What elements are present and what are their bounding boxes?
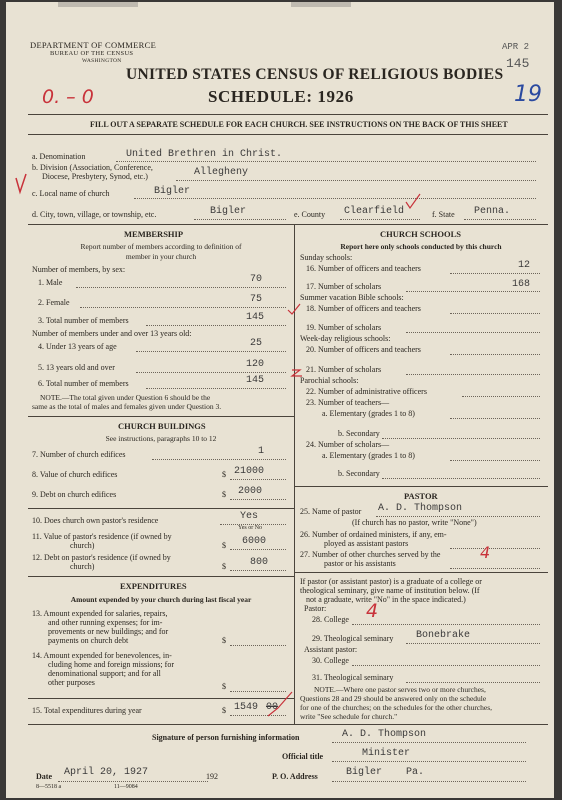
signature-value: A. D. Thompson bbox=[342, 729, 427, 740]
local-name-label: c. Local name of church bbox=[32, 189, 110, 198]
dollar-sign: $ bbox=[222, 562, 226, 571]
form-number-2: 11—9084 bbox=[114, 784, 138, 790]
female-value: 75 bbox=[250, 294, 263, 305]
check-mark-icon bbox=[288, 304, 300, 314]
seminary-value: Bonebrake bbox=[416, 630, 471, 641]
schedule-title: SCHEDULE: 1926 bbox=[208, 87, 354, 106]
pastor-heading: PASTOR bbox=[404, 491, 438, 501]
seminary-label: 29. Theological seminary bbox=[312, 634, 394, 643]
date-year-print: 192 bbox=[206, 772, 218, 781]
over-13-label: 5. 13 years old and over bbox=[38, 363, 115, 372]
check-mark-icon bbox=[406, 194, 420, 208]
owns-residence-label: 10. Does church own pastor's residence bbox=[32, 516, 159, 525]
ink-marks bbox=[6, 2, 554, 798]
no-pastor-hint: (If church has no pastor, write "None") bbox=[352, 518, 477, 527]
instruction-bar: FILL OUT A SEPARATE SCHEDULE FOR EACH CHURCH. SEE INSTRUCTIONS ON THE BACK OF THIS SHEET bbox=[90, 120, 508, 129]
benevolences-label-2: cluding home and foreign missions; for bbox=[48, 660, 174, 669]
membership-sub-1: Report number of members according to definition of bbox=[80, 242, 242, 251]
residence-debt-label-2: church) bbox=[70, 562, 95, 571]
division-label-1: b. Division (Association, Conference, bbox=[32, 163, 153, 172]
residence-value-label-1: 11. Value of pastor's residence (if owned by bbox=[32, 532, 172, 541]
under-13-label: 4. Under 13 years of age bbox=[38, 342, 117, 351]
total-members-value: 145 bbox=[246, 312, 265, 323]
denomination-label: a. Denomination bbox=[32, 152, 86, 161]
red-annotation: 0. – 0 bbox=[42, 86, 94, 108]
other-churches-value: 4 bbox=[480, 543, 491, 562]
city-label: WASHINGTON bbox=[82, 58, 122, 64]
expenditures-sub: Amount expended by your church during last fiscal year bbox=[70, 595, 252, 604]
address-value: Bigler Pa. bbox=[346, 767, 425, 778]
check-mark-icon bbox=[16, 174, 26, 192]
edifices-debt-label: 9. Debt on church edifices bbox=[32, 490, 117, 499]
residence-debt-label-1: 12. Debt on pastor's residence (if owned by bbox=[32, 553, 171, 562]
date-label: Date bbox=[36, 772, 52, 781]
membership-sub-2: member in your church bbox=[125, 252, 197, 261]
total-members-age-label: 6. Total number of members bbox=[38, 379, 129, 388]
summer-schools-label: Summer vacation Bible schools: bbox=[300, 293, 404, 302]
pastor-note-1: NOTE.—Where one pastor serves two or more churches, bbox=[314, 685, 486, 694]
received-stamp: APR 2 bbox=[502, 42, 530, 52]
schools-heading: CHURCH SCHOOLS bbox=[380, 229, 461, 239]
asst-pastor-sub-label: Assistant pastor: bbox=[304, 645, 358, 654]
date-value: April 20, 1927 bbox=[64, 767, 149, 778]
graduate-instruction-1: If pastor (or assistant pastor) is a graduate of a college or bbox=[300, 577, 482, 586]
teachers-label: 23. Number of teachers— bbox=[306, 398, 390, 407]
membership-heading: MEMBERSHIP bbox=[124, 229, 184, 239]
running-expenses-label-1: 13. Amount expended for salaries, repairs, bbox=[32, 609, 168, 618]
yes-or-no-hint: Yes or No bbox=[238, 525, 263, 531]
edifices-debt-value: 2000 bbox=[238, 486, 263, 497]
over-13-value: 120 bbox=[246, 359, 265, 370]
summer-officers-label: 18. Number of officers and teachers bbox=[306, 304, 421, 313]
benevolences-label-1: 14. Amount expended for benevolences, in- bbox=[32, 651, 172, 660]
pastor-note-3: for one of the churches; on the schedules for the other churches, bbox=[300, 703, 493, 712]
sunday-scholars-value: 168 bbox=[512, 279, 531, 290]
state-label: f. State bbox=[432, 210, 455, 219]
official-title-label: Official title bbox=[282, 752, 324, 761]
dollar-sign: $ bbox=[222, 636, 226, 645]
benevolences-label-3: denominational support; and for all bbox=[48, 669, 161, 678]
expenditures-heading: EXPENDITURES bbox=[120, 581, 187, 591]
admin-officers-label: 22. Number of administrative officers bbox=[306, 387, 427, 396]
dollar-sign: $ bbox=[222, 541, 226, 550]
sunday-officers-label: 16. Number of officers and teachers bbox=[306, 264, 421, 273]
division-label-2: Diocese, Presbytery, Synod, etc.) bbox=[42, 172, 148, 181]
sunday-officers-value: 12 bbox=[518, 260, 531, 271]
male-label: 1. Male bbox=[38, 278, 63, 287]
signature-label: Signature of person furnishing information bbox=[152, 733, 300, 742]
graduate-instruction-3: not a graduate, write "No" in the space indicated.) bbox=[306, 595, 466, 604]
county-label: e. County bbox=[294, 210, 326, 219]
dollar-sign: $ bbox=[222, 682, 226, 691]
form-title: UNITED STATES CENSUS OF RELIGIOUS BODIES bbox=[126, 66, 504, 83]
city-label: d. City, town, village, or township, etc. bbox=[32, 210, 157, 219]
department-label: DEPARTMENT OF COMMERCE bbox=[30, 40, 157, 50]
total-expenditures-value: 1549 bbox=[234, 702, 259, 713]
dollar-sign: $ bbox=[222, 490, 226, 499]
city-value: Bigler bbox=[210, 206, 247, 217]
membership-note-1: NOTE.—The total given under Question 6 should be the bbox=[40, 393, 211, 402]
state-value: Penna. bbox=[474, 206, 511, 217]
other-churches-label-2: pastor or his assistants bbox=[324, 559, 396, 568]
asst-seminary-label: 31. Theological seminary bbox=[312, 673, 394, 682]
division-value: Allegheny bbox=[194, 167, 249, 178]
residence-debt-value: 800 bbox=[250, 557, 269, 568]
sunday-schools-label: Sunday schools: bbox=[300, 253, 353, 262]
buildings-heading: CHURCH BUILDINGS bbox=[118, 421, 206, 431]
total-expenditures-label: 15. Total expenditures during year bbox=[32, 706, 142, 715]
struck-cents: 00 bbox=[266, 702, 279, 713]
bureau-label: BUREAU OF THE CENSUS bbox=[50, 50, 134, 57]
county-value: Clearfield bbox=[344, 206, 405, 217]
pastor-name-label: 25. Name of pastor bbox=[300, 507, 362, 516]
running-expenses-label-3: provements or new buildings; and for bbox=[48, 627, 169, 636]
under-13-value: 25 bbox=[250, 338, 263, 349]
graduate-instruction-2: theological seminary, give name of institution below. (If bbox=[300, 586, 480, 595]
teachers-elementary-label: a. Elementary (grades 1 to 8) bbox=[322, 409, 415, 418]
denomination-value: United Brethren in Christ. bbox=[126, 149, 283, 160]
age-header: Number of members under and over 13 years old: bbox=[32, 329, 192, 338]
weekday-scholars-label: 21. Number of scholars bbox=[306, 365, 382, 374]
pastor-sub-label: Pastor: bbox=[304, 604, 327, 613]
weekday-schools-label: Week-day religious schools: bbox=[300, 334, 391, 343]
check-mark-icon bbox=[268, 692, 292, 716]
residence-value-value: 6000 bbox=[242, 536, 267, 547]
owns-residence-value: Yes bbox=[240, 511, 259, 522]
weekday-officers-label: 20. Number of officers and teachers bbox=[306, 345, 421, 354]
parochial-scholars-label: 24. Number of scholars— bbox=[306, 440, 390, 449]
dollar-sign: $ bbox=[222, 470, 226, 479]
pastor-name-value: A. D. Thompson bbox=[378, 503, 463, 514]
sunday-scholars-label: 17. Number of scholars bbox=[306, 282, 382, 291]
college-label: 28. College bbox=[312, 615, 349, 624]
dollar-sign: $ bbox=[222, 706, 226, 715]
schools-sub: Report here only schools conducted by this church bbox=[340, 242, 502, 251]
official-title-value: Minister bbox=[362, 748, 411, 759]
file-stamp: 145 bbox=[506, 56, 530, 71]
census-schedule-sheet bbox=[6, 2, 554, 798]
benevolences-label-4: other purposes bbox=[48, 678, 95, 687]
running-expenses-label-2: and other running expenses; for im- bbox=[48, 618, 163, 627]
check-mark-icon bbox=[292, 370, 302, 376]
parochial-schools-label: Parochial schools: bbox=[300, 376, 359, 385]
other-churches-label-1: 27. Number of other churches served by the bbox=[300, 550, 441, 559]
female-label: 2. Female bbox=[38, 298, 70, 307]
total-members-age-value: 145 bbox=[246, 375, 265, 386]
teachers-secondary-label: b. Secondary bbox=[338, 429, 380, 438]
address-label: P. O. Address bbox=[272, 772, 318, 781]
asst-ministers-label-1: 26. Number of ordained ministers, if any, em- bbox=[300, 530, 447, 539]
scholars-elementary-label: a. Elementary (grades 1 to 8) bbox=[322, 451, 415, 460]
running-expenses-label-4: payments on church debt bbox=[48, 636, 129, 645]
asst-ministers-label-2: ployed as assistant pastors bbox=[324, 539, 409, 548]
buildings-sub: See instructions, paragraphs 10 to 12 bbox=[105, 434, 217, 443]
pastor-note-2: Questions 28 and 29 should be answered only on the schedule bbox=[300, 694, 487, 703]
residence-value-label-2: church) bbox=[70, 541, 95, 550]
pastor-note-4: write "See schedule for church." bbox=[300, 712, 398, 721]
scholars-secondary-label: b. Secondary bbox=[338, 469, 380, 478]
members-by-sex-label: Number of members, by sex: bbox=[32, 265, 126, 274]
edifices-count-label: 7. Number of church edifices bbox=[32, 450, 126, 459]
summer-scholars-label: 19. Number of scholars bbox=[306, 323, 382, 332]
edifices-value-label: 8. Value of church edifices bbox=[32, 470, 118, 479]
form-number: 8—5518 a bbox=[36, 784, 62, 790]
edifices-value-value: 21000 bbox=[234, 466, 265, 477]
college-value: 4 bbox=[366, 600, 379, 622]
edifices-count-value: 1 bbox=[258, 446, 265, 457]
membership-note-2: same as the total of males and females given under Question 3. bbox=[32, 402, 222, 411]
asst-college-label: 30. College bbox=[312, 656, 349, 665]
local-name-value: Bigler bbox=[154, 186, 191, 197]
total-members-label: 3. Total number of members bbox=[38, 316, 129, 325]
margin-number: 19 bbox=[514, 82, 542, 107]
male-value: 70 bbox=[250, 274, 263, 285]
